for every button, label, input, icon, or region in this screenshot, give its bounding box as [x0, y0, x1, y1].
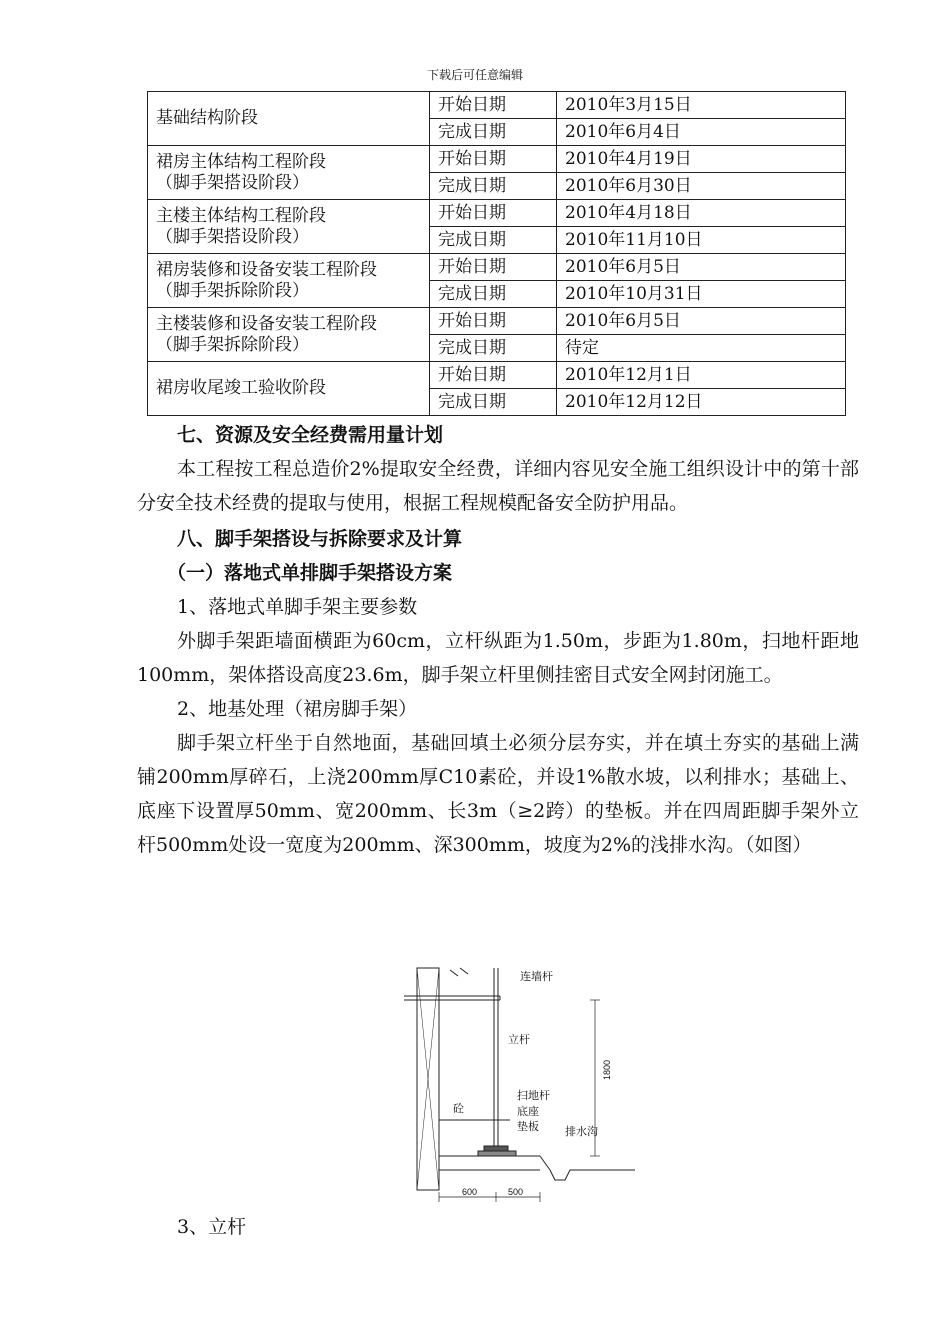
item1-body: 外脚手架距墙面横距为60cm，立杆纵距为1.50m，步距为1.80m，扫地杆距地100mm，架体搭设高度23.6m，脚手架立杆里侧挂密目式安全网封闭施工。	[137, 630, 859, 686]
schedule-row-start	[148, 200, 846, 227]
item1-heading: 1、落地式单脚手架主要参数	[177, 596, 418, 618]
end-date: 2010年6月4日	[557, 119, 846, 146]
end-label: 完成日期	[430, 227, 557, 254]
header-note: 下载后可任意编辑	[426, 68, 523, 82]
label-base: 底座	[517, 1106, 539, 1118]
end-label: 完成日期	[430, 173, 557, 200]
phase-cell	[148, 92, 430, 146]
end-date: 2010年6月30日	[557, 173, 846, 200]
phase-cell	[148, 146, 430, 200]
section8-sub1: （一）落地式单排脚手架搭设方案	[167, 562, 453, 584]
end-date: 2010年12月12日	[557, 389, 846, 416]
schedule-row-start	[148, 146, 846, 173]
label-dim-left: 600	[462, 1187, 478, 1197]
phase-cell	[148, 200, 430, 254]
phase-line: 主楼主体结构工程阶段	[156, 205, 326, 226]
label-pad: 垫板	[517, 1121, 539, 1133]
end-date: 2010年10月31日	[557, 281, 846, 308]
phase-line: 主楼装修和设备安装工程阶段	[156, 313, 377, 334]
phase-cell	[148, 362, 430, 416]
end-label: 完成日期	[430, 119, 557, 146]
phase-line: 裙房装修和设备安装工程阶段	[156, 259, 377, 280]
phase-line: （脚手架搭设阶段）	[156, 226, 309, 247]
end-label: 完成日期	[430, 389, 557, 416]
schedule-row-start	[148, 362, 846, 389]
label-tie-rod: 连墙杆	[520, 971, 553, 983]
label-sweep-rod: 扫地杆	[517, 1090, 550, 1102]
start-label: 开始日期	[430, 146, 557, 173]
end-label: 完成日期	[430, 281, 557, 308]
scaffold-diagram	[400, 960, 650, 1205]
schedule-table	[147, 91, 846, 416]
start-label: 开始日期	[430, 308, 557, 335]
section7-body: 本工程按工程总造价2%提取安全经费，详细内容见安全施工组织设计中的第十部分安全技术经费的提取与使用，根据工程规模配备安全防护用品。	[137, 458, 859, 514]
phase-cell	[148, 308, 430, 362]
phase-line: （脚手架拆除阶段）	[156, 334, 309, 355]
start-date: 2010年12月1日	[557, 362, 846, 389]
label-concrete: 砼	[453, 1103, 464, 1115]
phase-line: （脚手架拆除阶段）	[156, 280, 309, 301]
label-pole: 立杆	[508, 1034, 530, 1046]
start-date: 2010年3月15日	[557, 92, 846, 119]
start-label: 开始日期	[430, 92, 557, 119]
label-height: 1800	[602, 1059, 612, 1080]
schedule-row-start	[148, 308, 846, 335]
start-label: 开始日期	[430, 362, 557, 389]
phase-line: 裙房收尾竣工验收阶段	[156, 378, 326, 398]
phase-line: 裙房主体结构工程阶段	[156, 151, 326, 172]
base-plate	[484, 1146, 508, 1151]
start-label: 开始日期	[430, 254, 557, 281]
item3-heading: 3、立杆	[177, 1216, 247, 1238]
section8-title: 八、脚手架搭设与拆除要求及计算	[177, 528, 463, 550]
schedule-row-start	[148, 92, 846, 119]
phase-line: （脚手架搭设阶段）	[156, 172, 309, 193]
start-label: 开始日期	[430, 200, 557, 227]
start-date: 2010年6月5日	[557, 254, 846, 281]
start-date: 2010年6月5日	[557, 308, 846, 335]
content	[137, 418, 859, 862]
label-dim-right: 500	[508, 1187, 524, 1197]
section7-title: 七、资源及安全经费需用量计划	[177, 424, 444, 446]
end-date: 待定	[557, 335, 846, 362]
schedule-row-start	[148, 254, 846, 281]
item2-body: 脚手架立杆坐于自然地面，基础回填土必须分层夯实，并在填土夯实的基础上满铺200mm厚碎石，上浇200mm厚C10素砼，并设1%散水坡，以利排水；基础上、底座下设置厚50mm、宽200mm、长3m（≥2跨）的垫板。并在四周距脚手架外立杆500mm处设一宽度为200mm、深300mm，坡度为2%的浅排水沟。（如图）	[137, 732, 859, 856]
phase-cell	[148, 254, 430, 308]
end-label: 完成日期	[430, 335, 557, 362]
label-drain: 排水沟	[565, 1126, 598, 1138]
phase-line: 基础结构阶段	[156, 108, 258, 128]
pad-board	[478, 1151, 516, 1156]
start-date: 2010年4月18日	[557, 200, 846, 227]
start-date: 2010年4月19日	[557, 146, 846, 173]
end-date: 2010年11月10日	[557, 227, 846, 254]
item2-heading: 2、地基处理（裙房脚手架）	[177, 698, 418, 720]
